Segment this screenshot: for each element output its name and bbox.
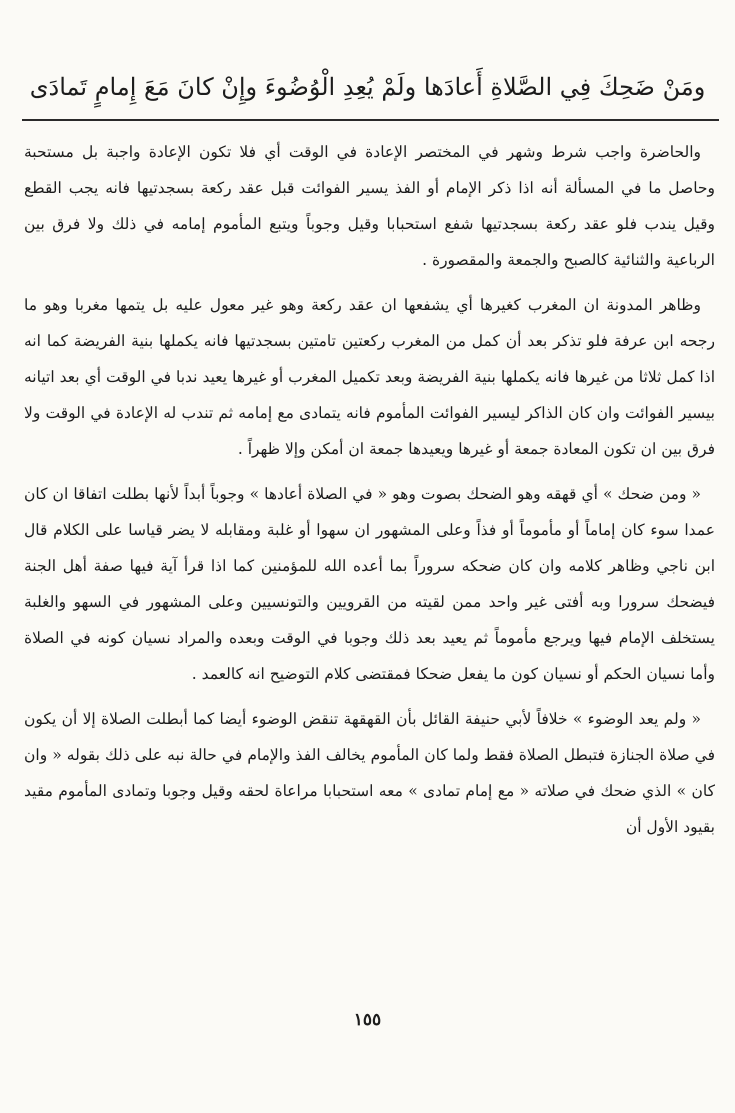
paragraph-4: « ولم يعد الوضوء » خلافاً لأبي حنيفة القائل بأن القهقهة تنقض الوضوء أيضا كما أبطلت الصلاة إلا أن يكون في صلاة الجنازة فتبطل الصلاة فقط ولما كان المأموم يخالف الفذ والإمام في حالة نبه على ذلك بقوله « وان كان » الذي ضحك في صلاته « مع إمام تمادى » معه استحبابا مراعاة لحقه وقيل وجوبا وتمادى المأموم مقيد بقيود الأول أن [24, 710, 715, 836]
page-header-verse: ومَنْ ضَحِكَ فِي الصَّلاةِ أَعادَها ولَمْ يُعِدِ الْوُضُوءَ وإِنْ كانَ مَعَ إِمامٍ تَمادَى [29, 73, 706, 101]
paragraph-3: « ومن ضحك » أي قهقه وهو الضحك بصوت وهو « في الصلاة أعادها » وجوباً أبداً لأنها بطلت اتفاقا ان كان عمدا سوء كان إماماً أو مأموماً أو فذاً وعلى المشهور ان سهوا أو غلبة ومقابله لا يضر قياسا على الكلام قال ابن ناجي وظاهر كلامه وان كان ضحكه سروراً بما أعده الله للمؤمنين كما اذا قرأ آية فيها صفة أهل الجنة فيضحك سرورا وبه أفتى غير واحد ممن لقيته من القرويين والتونسيين وعلى المشهور في السهو والغلبة يستخلف الإمام فيها ويرجع مأموماً ثم يعيد بعد ذلك وجوبا في الوقت وبعده والمراد نسيان كونه في الصلاة وأما نسيان الحكم أو نسيان كون ما يفعل ضحكا فمقتضى كلام التوضيح انه كالعمد . [24, 485, 715, 683]
header-divider [22, 119, 719, 121]
commentary-body [24, 134, 715, 994]
page-number: ١٥٥ [353, 1010, 382, 1030]
paragraph-1: والحاضرة واجب شرط وشهر في المختصر الإعادة في الوقت أي فلا تكون الإعادة واجبة بل مستحبة وحاصل ما في المسألة أنه اذا ذكر الإمام أو الفذ يسير الفوائت قبل عقد ركعة بسجدتيها فانه يجب القطع وقيل يندب فلو عقد ركعة بسجدتيها شفع استحبابا وقيل وجوباً ويتبع المأموم إمامه في ذلك ولا فرق بين الرباعية والثنائية كالصبح والجمعة والمقصورة . [24, 143, 715, 269]
paragraph-2: وظاهر المدونة ان المغرب كغيرها أي يشفعها ان عقد ركعة وهو غير معول عليه بل يتمها مغربا وهو ما رجحه ابن عرفة فلو تذكر بعد أن كمل من المغرب ركعتين تامتين بسجدتيها فانه يكملها بنية الفريضة كما انه اذا كمل ثلاثا من غيرها فانه يكملها بنية الفريضة وبعد تكميل المغرب أو غيرها يعيد ندبا في الوقت أي بعد اتيانه بيسير الفوائت وان كان الذاكر ليسير الفوائت المأموم فانه يتمادى مع إمامه ثم تندب له الإعادة في الوقت ولا فرق بين ان تكون المعادة جمعة أو غيرها ويعيدها جمعة ان أمكن وإلا ظهراً . [24, 296, 715, 458]
